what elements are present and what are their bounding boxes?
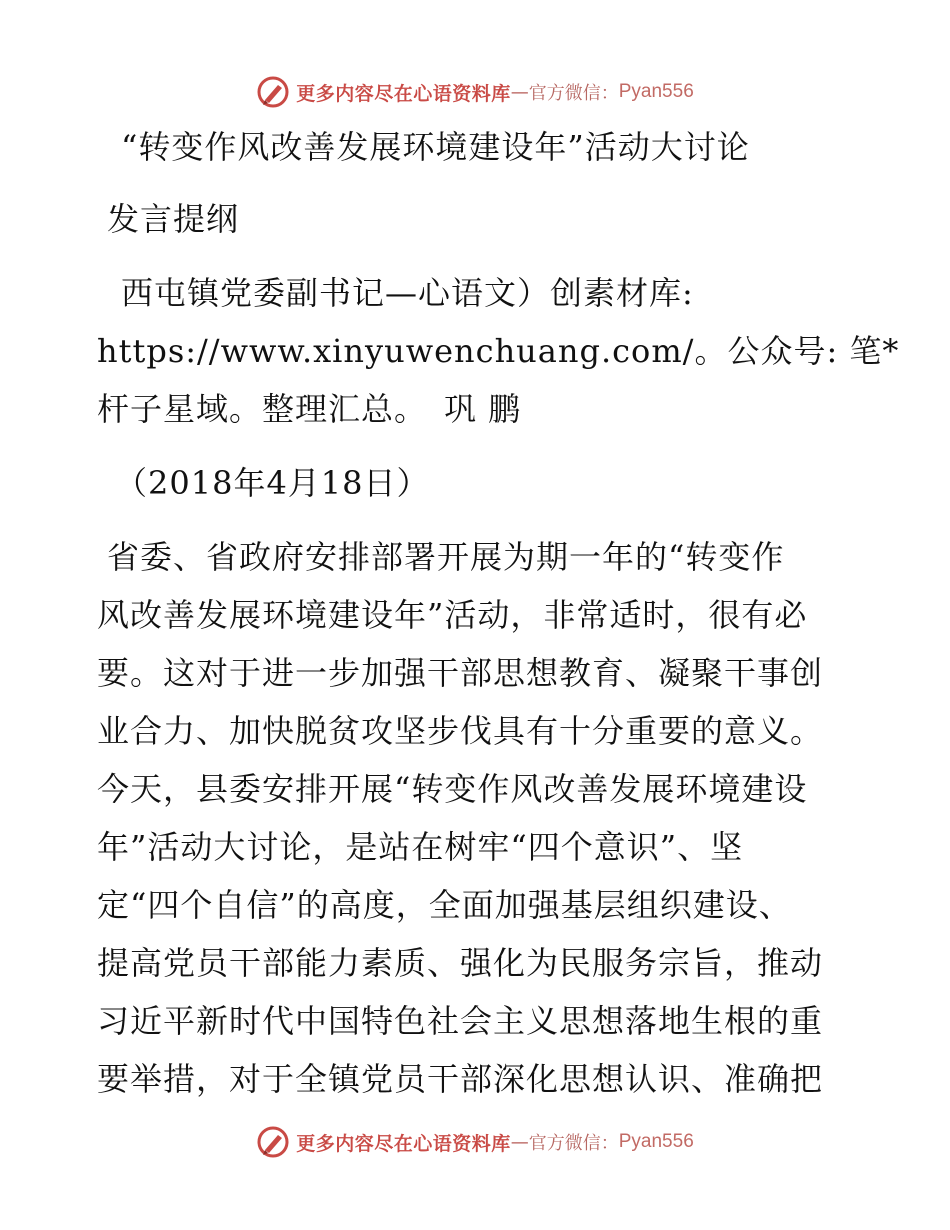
pen-logo-icon [256,75,290,109]
document-body [97,118,900,1108]
header-watermark [0,72,950,112]
body-line: 省委、省政府安排部署开展为期一年的“转变作 [107,538,785,576]
author-line: https://www.xinyuwenchuang.com/。公众号: 笔* [97,332,900,370]
body-line: 定“四个自信”的高度，全面加强基层组织建设、 [97,886,792,924]
footer-watermark [0,1122,950,1162]
author-line: 西屯镇党委副书记—心语文）创素材库: [121,274,694,312]
watermark-text: 更多内容尽在心语资料库 [296,82,511,105]
document-date: （2018年4月18日） [115,464,430,502]
body-line: 今天，县委安排开展“转变作风改善发展环境建设 [97,770,808,808]
document-title: “转变作风改善发展环境建设年”活动大讨论 [121,128,750,166]
watermark-wechat-id: Pyan556 [618,81,694,102]
body-line: 年”活动大讨论，是站在树牢“四个意识”、坚 [97,828,744,866]
body-paragraph [97,528,857,1108]
body-line: 风改善发展环境建设年”活动，非常适时，很有必 [97,596,808,634]
watermark-text: 更多内容尽在心语资料库 [296,1132,511,1155]
body-line: 提高党员干部能力素质、强化为民服务宗旨，推动 [97,944,824,982]
document-subtitle: 发言提纲 [107,200,240,238]
watermark-dash: — [510,1131,529,1153]
body-line: 业合力、加快脱贫攻坚步伐具有十分重要的意义。 [97,712,824,750]
pen-logo-icon [256,1125,290,1159]
author-line: 杆子星域。整理汇总。 巩 鹏 [97,390,522,428]
body-line: 习近平新时代中国特色社会主义思想落地生根的重 [97,1002,824,1040]
body-line: 要。这对于进一步加强干部思想教育、凝聚干事创 [97,654,824,692]
watermark-wechat-id: Pyan556 [618,1131,694,1152]
watermark-wechat-label: 官方微信： [528,1133,619,1154]
body-line: 要举措，对于全镇党员干部深化思想认识、准确把 [97,1060,824,1098]
watermark-dash: — [510,81,529,103]
author-block [97,264,900,438]
watermark-wechat-label: 官方微信： [528,83,619,104]
